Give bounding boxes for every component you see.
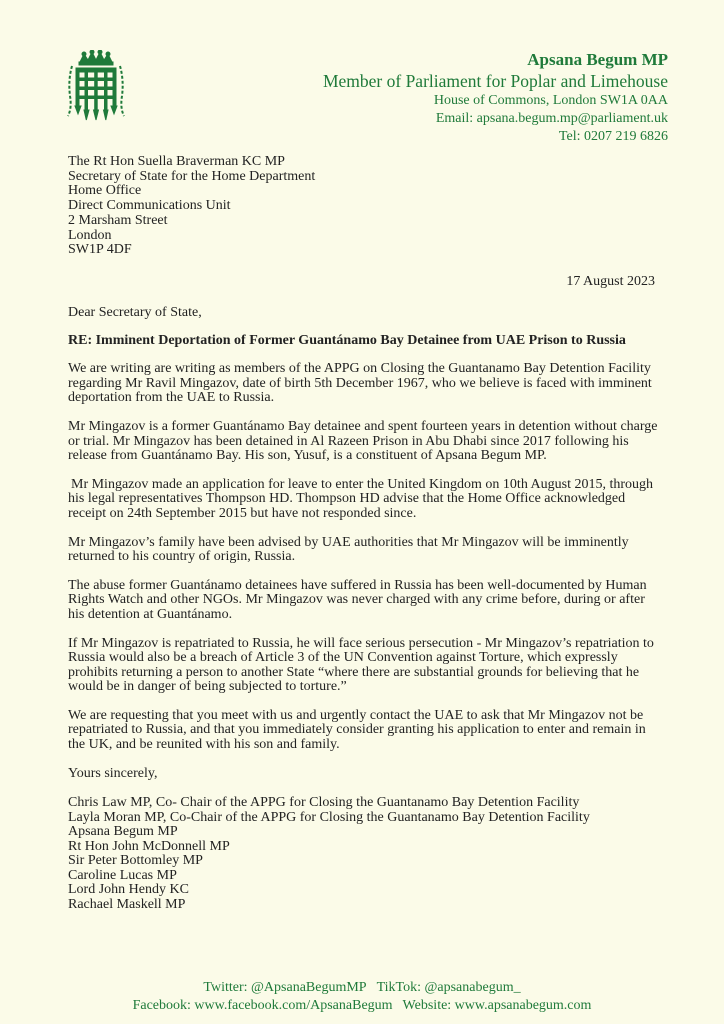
body-paragraph: Mr Mingazov made an application for leave to enter the United Kingdom on 10th August 2015, through his legal representatives Thompson HD. Thompson HD advise that the Home Office acknowledged receipt on 24th September 2015 but have not responded since.	[68, 476, 654, 521]
letter-date: 17 August 2023	[566, 274, 655, 289]
footer-web	[0, 998, 724, 1014]
office-phone: Tel: 0207 219 6826	[558, 129, 668, 144]
mp-name: Apsana Begum MP	[527, 50, 668, 69]
signatory: Caroline Lucas MP	[68, 867, 177, 883]
signatory: Layla Moran MP, Co-Chair of the APPG for Closing the Guantanamo Bay Detention Facility	[68, 809, 590, 825]
mp-constituency: Member of Parliament for Poplar and Limehouse	[322, 71, 668, 91]
body-paragraph: Mr Mingazov’s family have been advised by UAE authorities that Mr Mingazov will be imminently returned to his country of origin, Russia.	[68, 534, 629, 565]
signatory: Rt Hon John McDonnell MP	[68, 838, 230, 854]
letterhead	[323, 50, 668, 146]
office-email: Email: apsana.begum.mp@parliament.uk	[435, 111, 668, 126]
footer-social	[0, 980, 724, 996]
recipient-line: Home Office	[68, 183, 142, 199]
body-paragraph: Mr Mingazov is a former Guantánamo Bay detainee and spent fourteen years in detention without charge or trial. Mr Mingazov has been detained in Al Razeen Prison in Abu Dhabi since 2017 following his release from Guantánamo Bay. His son, Yusuf, is a constituent of Apsana Begum MP.	[68, 418, 658, 464]
subject-line: RE: Imminent Deportation of Former Guantánamo Bay Detainee from UAE Prison to Russia	[68, 332, 626, 348]
body-paragraph: The abuse former Guantánamo detainees have suffered in Russia has been well-documented by Human Rights Watch and other NGOs. Mr Mingazov was never charged with any crime before, during or after his detention at Guantánamo.	[68, 577, 647, 622]
signatory: Rachael Maskell MP	[68, 896, 186, 912]
recipient-address	[68, 155, 315, 258]
signatory-list	[68, 796, 658, 912]
portcullis-icon	[66, 50, 126, 122]
signatory: Lord John Hendy KC	[68, 882, 189, 898]
closing: Yours sincerely,	[68, 765, 158, 781]
footer-twitter: Twitter: @ApsanaBegumMP	[203, 980, 367, 995]
recipient-line: London	[68, 227, 112, 243]
footer-website: Website: www.apsanabegum.com	[402, 998, 592, 1013]
body-paragraph: We are writing are writing as members of the APPG on Closing the Guantanamo Bay Detention Facility regarding Mr Ravil Mingazov, date of birth 5th December 1967, who we believe is faced with imminent deportation from the UAE to Russia.	[68, 361, 652, 406]
recipient-line: Secretary of State for the Home Department	[68, 168, 316, 184]
footer-facebook: Facebook: www.facebook.com/ApsanaBegum	[132, 998, 393, 1013]
recipient-line: 2 Marsham Street	[68, 212, 168, 228]
signatory: Apsana Begum MP	[68, 824, 178, 840]
office-address: House of Commons, London SW1A 0AA	[433, 93, 668, 108]
footer-tiktok: TikTok: @apsanabegum_	[376, 980, 521, 995]
signatory: Chris Law MP, Co- Chair of the APPG for Closing the Guantanamo Bay Detention Facility	[68, 795, 580, 811]
signatory: Sir Peter Bottomley MP	[68, 853, 203, 869]
recipient-line: The Rt Hon Suella Braverman KC MP	[68, 154, 285, 169]
body-paragraph: We are requesting that you meet with us and urgently contact the UAE to ask that Mr Mingazov not be repatriated to Russia, and that you immediately consider granting his application to enter and remain in the UK, and be reunited with his son and family.	[68, 707, 646, 753]
body-paragraph: If Mr Mingazov is repatriated to Russia, he will face serious persecution - Mr Mingazov’s repatriation to Russia would also be a breach of Article 3 of the UN Convention against Torture, which expressly prohibits returning a person to another State “where there are substantial grounds for believing that he would be in danger of being subjected to torture.”	[68, 635, 654, 695]
salutation: Dear Secretary of State,	[68, 305, 202, 320]
recipient-line: Direct Communications Unit	[68, 198, 231, 214]
recipient-line: SW1P 4DF	[68, 242, 132, 258]
letter-body	[68, 306, 658, 912]
